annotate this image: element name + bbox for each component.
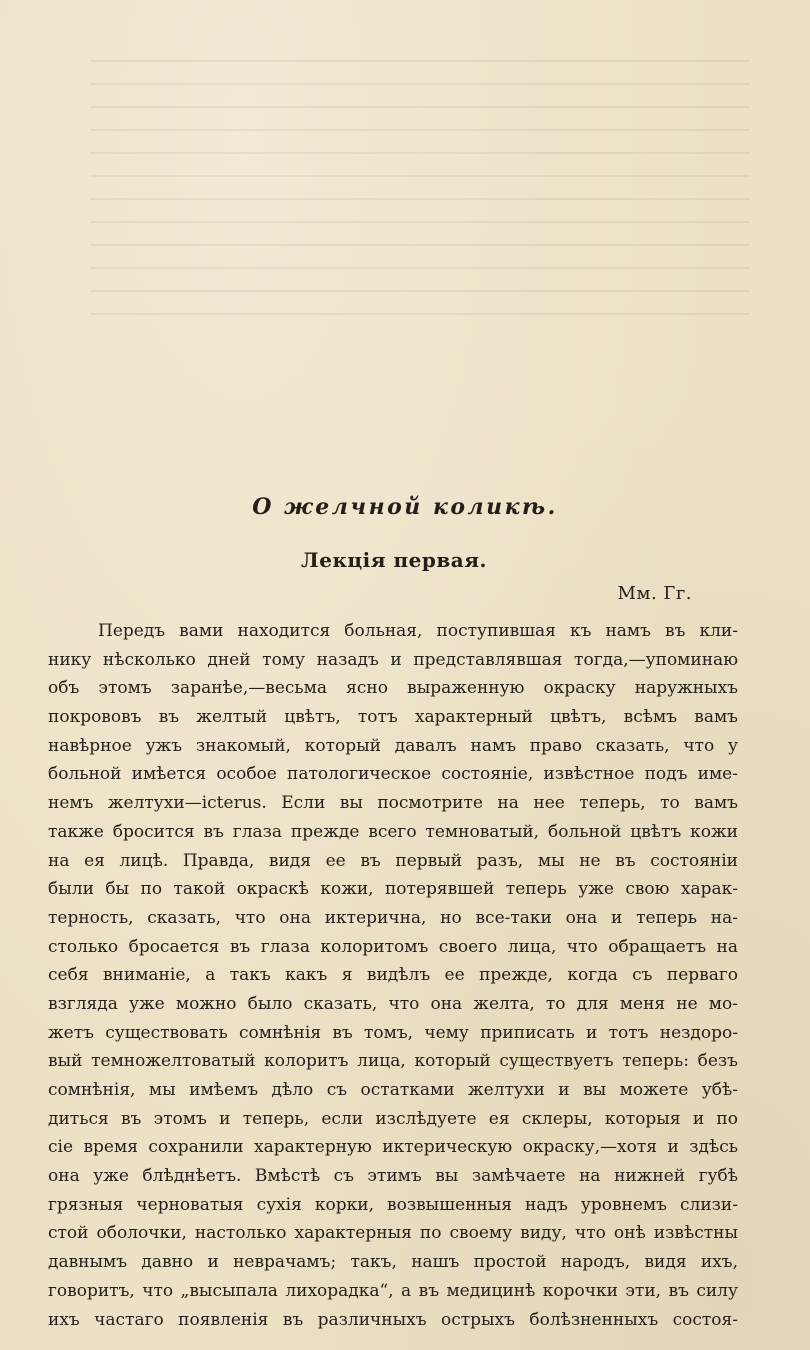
text-line: себя вниманіе, а такъ какъ я видѣлъ ее прежде, когда съ перваго (48, 965, 738, 986)
text-line: больной имѣется особое патологическое состояніе, извѣстное подъ име- (48, 764, 738, 785)
text-line: сомнѣнія, мы имѣемъ дѣло съ остатками желтухи и вы можете убѣ- (48, 1080, 738, 1100)
text-line: стой оболочки, настолько характерныя по своему виду, что онѣ извѣстны (48, 1223, 738, 1244)
body-text (48, 617, 738, 1334)
text-line: навѣрное ужъ знакомый, который давалъ намъ право сказать, что у (48, 735, 738, 756)
text-line: диться въ этомъ и теперь, если изслѣдуете ея склеры, которыя и по (48, 1108, 738, 1129)
text-line: она уже блѣднѣетъ. Вмѣстѣ съ этимъ вы замѣчаете на нижней губѣ (48, 1166, 738, 1187)
lecture-subtitle: Лекція первая. (301, 548, 487, 572)
text-line: сіе время сохранили характерную иктерическую окраску,—хотя и здѣсь (48, 1137, 738, 1158)
text-line: жетъ существовать сомнѣнія въ томъ, чему приписать и тотъ нездоро- (48, 1022, 738, 1043)
text-line: нику нѣсколько дней тому назадъ и представлявшая тогда,—упоминаю (48, 649, 738, 670)
bleed-through-texture (90, 60, 750, 360)
text-line: немъ желтухи—icterus. Если вы посмотрите на нее теперь, то вамъ (48, 793, 738, 814)
text-line: Передъ вами находится больная, поступившая къ намъ въ кли- (98, 621, 738, 641)
text-line: давнымъ давно и неврачамъ; такъ, нашъ простой народъ, видя ихъ, (48, 1252, 738, 1273)
text-line: столько бросается въ глаза колоритомъ своего лица, что обращаетъ на (48, 936, 738, 957)
text-line: ихъ частаго появленія въ различныхъ острыхъ болѣзненныхъ состоя- (48, 1309, 738, 1330)
salutation: Мм. Гг. (617, 583, 692, 604)
text-line: были бы по такой окраскѣ кожи, потерявшей теперь уже свою харак- (48, 879, 738, 900)
text-line: вый темножелтоватый колоритъ лица, который существуетъ теперь: безъ (48, 1051, 738, 1072)
text-line: терность, сказать, что она иктерична, но все-таки она и теперь на- (48, 907, 738, 928)
text-line: покрововъ въ желтый цвѣтъ, тотъ характерный цвѣтъ, всѣмъ вамъ (48, 707, 738, 728)
text-line: также бросится въ глаза прежде всего темноватый, больной цвѣтъ кожи (48, 821, 738, 842)
text-line: говоритъ, что „высыпала лихорадка“, а въ медицинѣ корочки эти, въ силу (48, 1280, 738, 1301)
lecture-title: О желчной коликѣ. (252, 494, 558, 520)
text-line: грязныя черноватыя сухія корки, возвышенныя надъ уровнемъ слизи- (48, 1194, 738, 1215)
text-line: на ея лицѣ. Правда, видя ее въ первый разъ, мы не въ состояніи (48, 850, 738, 871)
text-line: взгляда уже можно было сказать, что она желта, то для меня не мо- (48, 993, 738, 1014)
text-line: объ этомъ заранѣе,—весьма ясно выраженную окраску наружныхъ (48, 678, 738, 699)
